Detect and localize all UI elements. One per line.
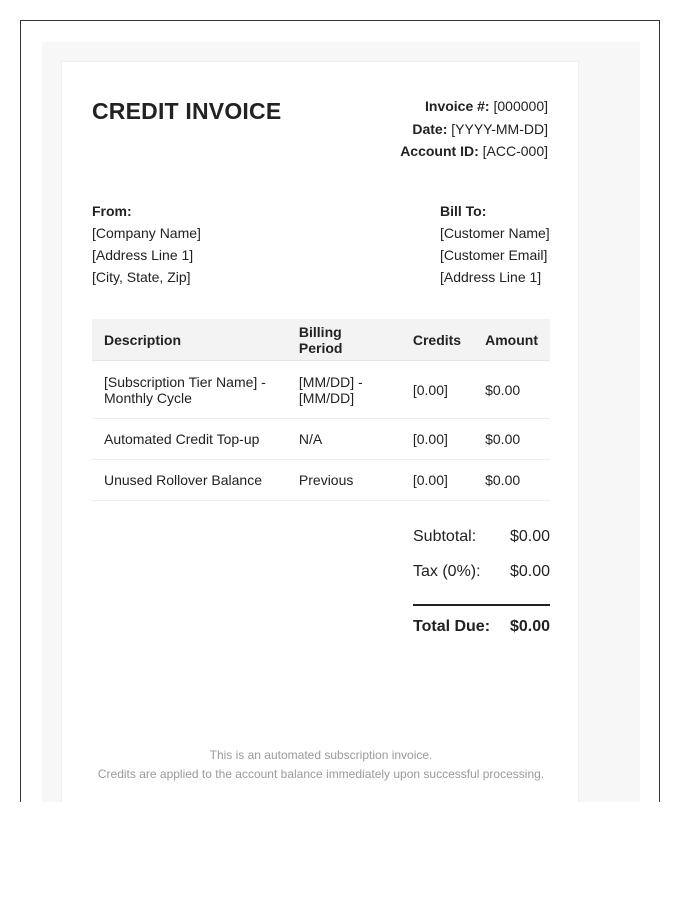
bill-to-address <box>440 200 550 288</box>
cell-credits: [0.00] <box>401 419 473 460</box>
account-id-label: Account ID: <box>400 143 479 159</box>
cell-credits: [0.00] <box>401 460 473 501</box>
invoice-number-label: Invoice #: <box>425 98 490 114</box>
account-id-value: [ACC-000] <box>482 143 548 159</box>
invoice-title: CREDIT INVOICE <box>92 98 282 124</box>
invoice-date-value: [YYYY-MM-DD] <box>451 120 548 137</box>
footer-credit-note: Credits are applied to the account balance immediately upon successful processing. <box>97 767 545 781</box>
cell-billing-period: N/A <box>287 419 401 460</box>
table-header-row <box>92 319 550 361</box>
table-row <box>92 460 550 501</box>
bill-to-email: [Customer Email] <box>440 247 548 263</box>
tax-label: Tax (0%): <box>413 563 481 580</box>
subtotal-label: Subtotal: <box>413 528 477 545</box>
invoice-number-value: [000000] <box>493 98 548 114</box>
invoice-number-row <box>400 95 548 118</box>
from-company: [Company Name] <box>92 225 201 241</box>
invoice-date-label: Date: <box>412 120 448 137</box>
invoice-date-row <box>400 118 548 141</box>
bill-to-address-line: [Address Line 1] <box>440 269 542 285</box>
cell-description: Automated Credit Top-up <box>92 419 287 460</box>
subtotal-value: $0.00 <box>509 528 550 545</box>
cell-billing-period: Previous <box>287 460 401 501</box>
account-id-row <box>400 140 548 163</box>
invoice-meta <box>400 95 548 163</box>
bill-to-name: [Customer Name] <box>440 225 550 241</box>
cell-description: Unused Rollover Balance <box>92 460 287 501</box>
tax-row <box>413 563 550 598</box>
table-row <box>92 361 550 419</box>
total-due-value: $0.00 <box>509 618 550 635</box>
line-items-table <box>92 319 550 501</box>
page-frame <box>20 20 660 802</box>
invoice-footer <box>62 746 580 784</box>
tax-value: $0.00 <box>509 563 550 580</box>
footer-note: This is an automated subscription invoice. <box>209 748 433 762</box>
bill-to-label: Bill To: <box>440 203 487 219</box>
header-amount: Amount <box>473 319 550 361</box>
header-credits: Credits <box>401 319 473 361</box>
cell-amount: $0.00 <box>473 460 550 501</box>
invoice-document <box>61 61 579 802</box>
from-label: From: <box>92 203 132 219</box>
cell-amount: $0.00 <box>473 419 550 460</box>
total-due-row <box>413 618 550 653</box>
header-billing-period: Billing Period <box>287 319 401 361</box>
cell-billing-period: [MM/DD] - [MM/DD] <box>287 361 401 419</box>
totals-block <box>413 528 550 653</box>
cell-description: [Subscription Tier Name] - Monthly Cycle <box>92 361 287 419</box>
header-description: Description <box>92 319 287 361</box>
table-row <box>92 419 550 460</box>
from-address-line: [Address Line 1] <box>92 247 194 263</box>
from-city-state-zip: [City, State, Zip] <box>92 269 191 285</box>
totals-divider <box>413 604 550 606</box>
from-address <box>92 200 201 288</box>
cell-amount: $0.00 <box>473 361 550 419</box>
subtotal-row <box>413 528 550 563</box>
cell-credits: [0.00] <box>401 361 473 419</box>
total-due-label: Total Due: <box>413 618 491 635</box>
